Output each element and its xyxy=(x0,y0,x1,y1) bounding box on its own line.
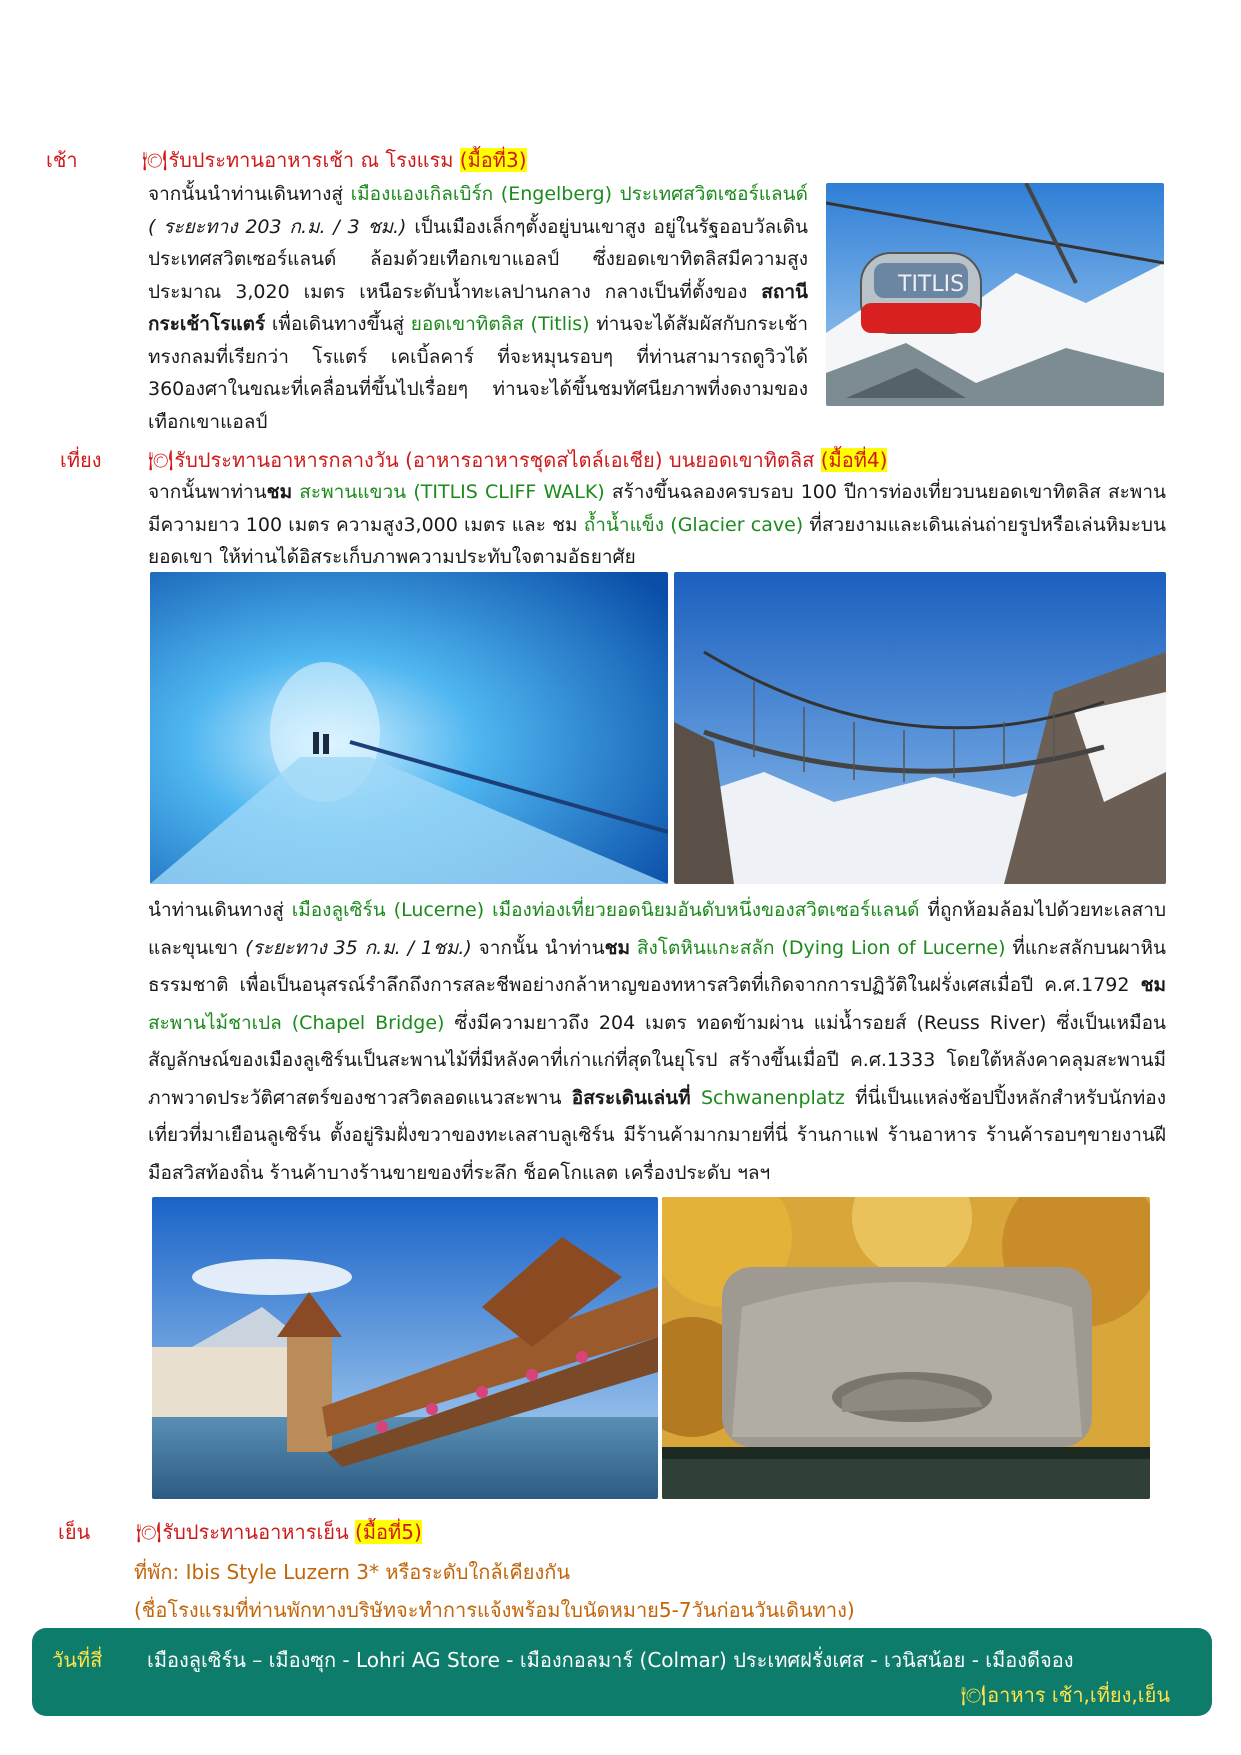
meal-plate-icon: 🍽 xyxy=(136,1520,162,1544)
meal-number: (มื้อที่5) xyxy=(355,1520,422,1544)
meal-plate-icon: 🍽 xyxy=(148,448,174,472)
meal-line-dinner xyxy=(136,1516,422,1548)
day-label: วันที่สี่ xyxy=(52,1648,103,1672)
hotel-name: ที่พัก: Ibis Style Luzern 3* หรือระดับใกล้เคียงกัน xyxy=(134,1560,571,1584)
day-route: เมืองลูเซิร์น – เมืองซุก - Lohri AG Store - เมืองกอลมาร์ (Colmar) ประเทศฝรั่งเศส - เวนิสน้อย - เมืองดีจอง xyxy=(147,1648,1074,1672)
engelberg-link: เมืองแองเกิลเบิร์ก (Engelberg) ประเทศสวิตเซอร์แลนด์ xyxy=(350,183,808,205)
meal-plate-icon: 🍽 xyxy=(960,1683,987,1707)
time-label-evening: เย็น xyxy=(58,1520,91,1544)
svg-text:TITLIS: TITLIS xyxy=(898,272,965,297)
meal-number: (มื้อที่3) xyxy=(459,148,527,172)
meal-number: (มื้อที่4) xyxy=(820,448,888,472)
meal-text: รับประทานอาหารกลางวัน (อาหารอาหารชุดสไตล์เอเชีย) บนยอดเขาทิตลิส xyxy=(174,448,815,472)
morning-paragraph: จากนั้นนำท่านเดินทางสู่ เมืองแองเกิลเบิร์ก (Engelberg) ประเทศสวิตเซอร์แลนด์ ( ระยะทาง 203 ก.ม. / 3 ชม.) เป็นเมืองเล็กๆตั้งอยู่บนเขาสูง อยู่ในรัฐออบวัลเดิน ประเทศสวิตเซอร์แลนด์ ล้อมด้วยเทือกเขาแอลป์ ซึ่งยอดเขาทิตลิสมีความสูงประมาณ 3,020 เมตร เหนือระดับน้ำทะเลปานกลาง กลางเป็นที่ตั้งของ สถานีกระเช้าโรแตร์ เพื่อเดินทางขึ้นสู่ ยอดเขาทิตลิส (Titlis) ท่านจะได้สัมผัสกับกระเช้าทรงกลมที่เรียกว่า โรแตร์ เคเบิ้ลคาร์ ที่จะหมุนรอบๆ ที่ท่านสามารถดูวิวได้ 360องศาในขณะที่เคลื่อนที่ขึ้นไปเรื่อยๆ ท่านจะได้ขึ้นชมทัศนียภาพที่งดงามของเทือกเขาแอลป์ xyxy=(148,183,809,433)
time-label-noon: เที่ยง xyxy=(60,448,102,472)
chapel-bridge-photo xyxy=(152,1197,658,1499)
hotel-note: (ชื่อโรงแรมที่ท่านพักทางบริษัทจะทำการแจ้งพร้อมใบนัดหมาย5-7วันก่อนวันเดินทาง) xyxy=(134,1598,855,1622)
lion-monument-photo xyxy=(662,1197,1150,1499)
day-meals: 🍽 อาหาร เช้า,เที่ยง,เย็น xyxy=(960,1683,1170,1707)
meal-plate-icon: 🍽 xyxy=(142,148,168,172)
glacier-cave-photo xyxy=(150,572,668,884)
meal-line-breakfast xyxy=(142,144,527,176)
cliff-walk-photo xyxy=(674,572,1166,884)
meal-line-lunch xyxy=(148,444,887,476)
noon-paragraph-1: จากนั้นพาท่านชม สะพานแขวน (TITLIS CLIFF WALK) สร้างขึ้นฉลองครบรอบ 100 ปีการท่องเที่ยวบนยอดเขาทิตลิส สะพานมีความยาว 100 เมตร ความสูง3,000 เมตร และ ชม ถ้ำน้ำแข็ง (Glacier cave) ที่สวยงามและเดินเล่นถ่ายรูปหรือเล่นหิมะบนยอดเขา ให้ท่านได้อิสระเก็บภาพความประทับใจตามอัธยาศัย xyxy=(148,481,1166,568)
meal-text: รับประทานอาหารเช้า ณ โรงแรม xyxy=(168,148,454,172)
time-label-morning: เช้า xyxy=(46,148,78,172)
day-banner xyxy=(32,1628,1212,1716)
rotair-cable-car-photo xyxy=(826,183,1164,406)
noon-paragraph-2: นำท่านเดินทางสู่ เมืองลูเซิร์น (Lucerne) เมืองท่องเที่ยวยอดนิยมอันดับหนึ่งของสวิตเซอร์แลนด์ ที่ถูกห้อมล้อมไปด้วยทะเลสาบและขุนเขา (ระยะทาง 35 ก.ม. / 1ชม.) จากนั้น นำท่านชม สิงโตหินแกะสลัก (Dying Lion of Lucerne) ที่แกะสลักบนผาหินธรรมชาติ เพื่อเป็นอนุสรณ์รำลึกถึงการสละชีพอย่างกล้าหาญของทหารสวิตที่เกิดจากการปฏิวัติในฝรั่งเศสเมื่อปี ค.ศ.1792 ชม สะพานไม้ชาเปล (Chapel Bridge) ซึ่งมีความยาวถึง 204 เมตร ทอดข้ามผ่าน แม่น้ำรอยส์ (Reuss River) ซึ่งเป็นเหมือนสัญลักษณ์ของเมืองลูเซิร์นเป็นสะพานไม้ที่มีหลังคาที่เก่าแก่ที่สุดในยุโรป สร้างขึ้นเมื่อปี ค.ศ.1333 โดยใต้หลังคาคลุมสะพานมีภาพวาดประวัติศาสตร์ของชาวสวิตลอดแนวสะพาน อิสระเดินเล่นที่ Schwanenplatz ที่นี่เป็นแหล่งช้อปปิ้งหลักสำหรับนักท่องเที่ยวที่มาเยือนลูเซิร์น ตั้งอยู่ริมฝั่งขวาของทะเลสาบลูเซิร์น มีร้านค้ามากมายที่นี่ ร้านกาแฟ ร้านอาหาร ร้านค้ารอบๆขายงานฝีมือสวิสท้องถิ่น ร้านค้าบางร้านขายของที่ระลึก ช็อคโกแลต เครื่องประดับ ฯลฯ xyxy=(148,899,1167,1184)
meal-text: รับประทานอาหารเย็น xyxy=(162,1520,349,1544)
